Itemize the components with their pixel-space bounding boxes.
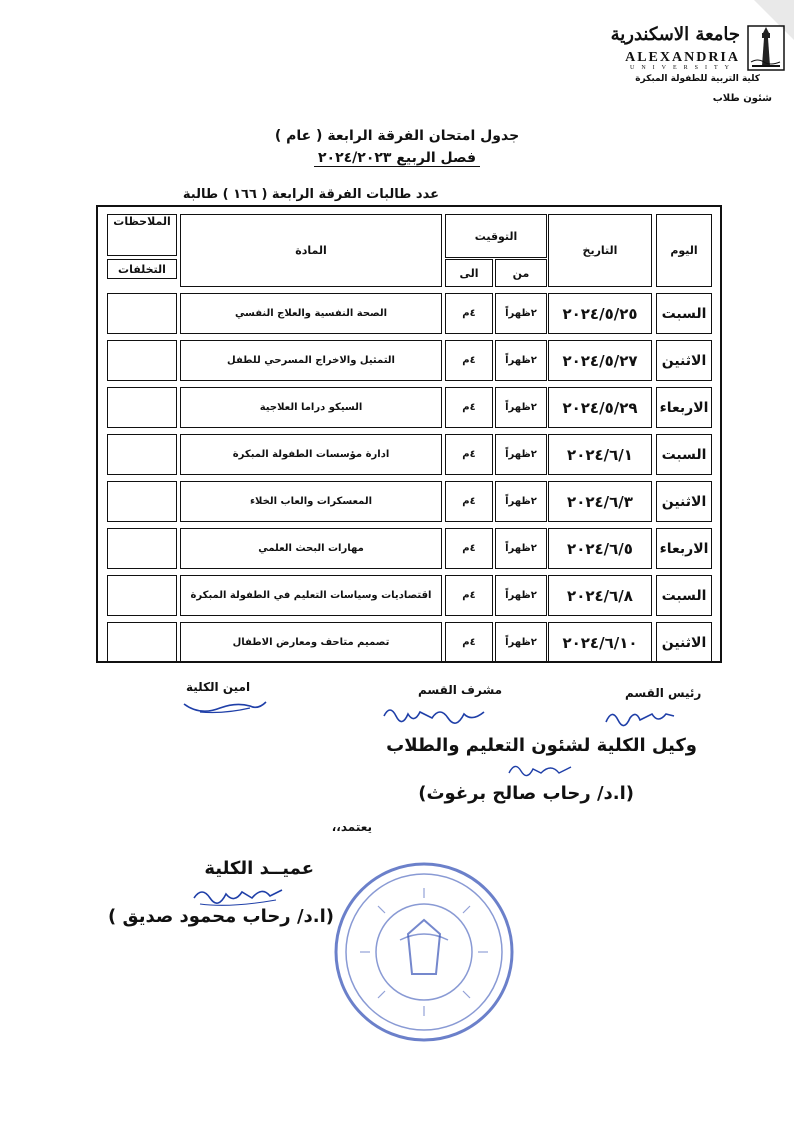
- header-from: من: [495, 259, 547, 287]
- head-of-dept-label: رئيس القسم: [625, 686, 702, 700]
- header-absences: التخلفات: [107, 259, 177, 279]
- cell-subject: المعسكرات والعاب الخلاء: [180, 481, 442, 522]
- cell-notes: [107, 528, 177, 569]
- university-subtitle-english: UNIVERSITY: [630, 65, 736, 71]
- cell-from: ٢ظهراً: [495, 434, 547, 475]
- official-seal-icon: [330, 858, 518, 1046]
- faculty-secretary-signature-icon: [180, 694, 270, 720]
- cell-to: ٤م: [445, 575, 493, 616]
- cell-date: ٢٠٢٤/٥/٢٧: [548, 340, 652, 381]
- cell-to: ٤م: [445, 622, 493, 663]
- cell-notes: [107, 575, 177, 616]
- cell-date: ٢٠٢٤/٦/٨: [548, 575, 652, 616]
- student-count: عدد طالبات الفرقة الرابعة ( ١٦٦ ) طالبة: [182, 187, 439, 202]
- cell-date: ٢٠٢٤/٥/٢٩: [548, 387, 652, 428]
- cell-date: ٢٠٢٤/٦/٥: [548, 528, 652, 569]
- dean-title: عميــد الكلية: [204, 858, 314, 879]
- cell-subject: اقتصاديات وسياسات التعليم في الطفولة المبكرة: [180, 575, 442, 616]
- cell-to: ٤م: [445, 481, 493, 522]
- cell-subject: التمثيل والاخراج المسرحي للطفل: [180, 340, 442, 381]
- cell-day: السبت: [656, 575, 712, 616]
- header-notes: الملاحظات: [107, 214, 177, 256]
- cell-notes: [107, 293, 177, 334]
- cell-day: الاربعاء: [656, 528, 712, 569]
- cell-date: ٢٠٢٤/٥/٢٥: [548, 293, 652, 334]
- term-title-text: فصل الربيع ٢٠٢٤/٢٠٢٣: [314, 150, 480, 167]
- schedule-title: جدول امتحان الفرقة الرابعة ( عام ): [274, 128, 520, 144]
- vice-dean-title: وكيل الكلية لشئون التعليم والطلاب: [386, 735, 697, 756]
- cell-to: ٤م: [445, 387, 493, 428]
- cell-subject: ادارة مؤسسات الطفولة المبكرة: [180, 434, 442, 475]
- cell-to: ٤م: [445, 528, 493, 569]
- cell-subject: الصحة النفسية والعلاج النفسي: [180, 293, 442, 334]
- header-timing: التوقيت: [445, 214, 547, 258]
- cell-notes: [107, 481, 177, 522]
- cell-notes: [107, 434, 177, 475]
- cell-subject: السيكو دراما العلاجية: [180, 387, 442, 428]
- header-date: التاريخ: [548, 214, 652, 287]
- cell-from: ٢ظهراً: [495, 575, 547, 616]
- cell-to: ٤م: [445, 293, 493, 334]
- vice-dean-name: (ا.د/ رحاب صالح برغوث): [418, 783, 634, 804]
- cell-notes: [107, 340, 177, 381]
- cell-from: ٢ظهراً: [495, 528, 547, 569]
- cell-date: ٢٠٢٤/٦/٣: [548, 481, 652, 522]
- cell-from: ٢ظهراً: [495, 622, 547, 663]
- cell-date: ٢٠٢٤/٦/١: [548, 434, 652, 475]
- university-name-english: ALEXANDRIA: [625, 50, 740, 65]
- cell-day: السبت: [656, 293, 712, 334]
- department-name: شئون طلاب: [712, 93, 772, 104]
- cell-to: ٤م: [445, 340, 493, 381]
- cell-notes: [107, 387, 177, 428]
- cell-notes: [107, 622, 177, 663]
- head-of-dept-signature-icon: [600, 702, 680, 732]
- header-subject: المادة: [180, 214, 442, 287]
- cell-to: ٤م: [445, 434, 493, 475]
- term-title: [0, 150, 794, 166]
- approved-label: يعتمد،،: [331, 820, 372, 834]
- faculty-secretary-label: امين الكلية: [186, 680, 251, 694]
- faculty-name: كلية التربية للطفولة المبكرة: [635, 74, 760, 84]
- dept-supervisor-signature-icon: [380, 700, 490, 730]
- exam-schedule-table: [96, 205, 722, 663]
- dept-supervisor-label: مشرف القسم: [418, 683, 503, 697]
- header-to: الى: [445, 259, 493, 287]
- cell-from: ٢ظهراً: [495, 340, 547, 381]
- cell-day: الاثنين: [656, 340, 712, 381]
- cell-from: ٢ظهراً: [495, 293, 547, 334]
- cell-date: ٢٠٢٤/٦/١٠: [548, 622, 652, 663]
- cell-day: السبت: [656, 434, 712, 475]
- vice-dean-signature-icon: [505, 757, 575, 781]
- university-logo-block: [586, 18, 786, 108]
- cell-day: الاثنين: [656, 481, 712, 522]
- cell-from: ٢ظهراً: [495, 481, 547, 522]
- cell-from: ٢ظهراً: [495, 387, 547, 428]
- university-name-arabic: جامعة الاسكندرية: [610, 24, 740, 45]
- dean-name: (ا.د/ رحاب محمود صديق ): [107, 906, 334, 927]
- header-day: اليوم: [656, 214, 712, 287]
- cell-subject: تصميم متاحف ومعارض الاطفال: [180, 622, 442, 663]
- cell-day: الاثنين: [656, 622, 712, 663]
- cell-day: الاربعاء: [656, 387, 712, 428]
- cell-subject: مهارات البحث العلمي: [180, 528, 442, 569]
- lighthouse-logo-icon: [746, 24, 786, 72]
